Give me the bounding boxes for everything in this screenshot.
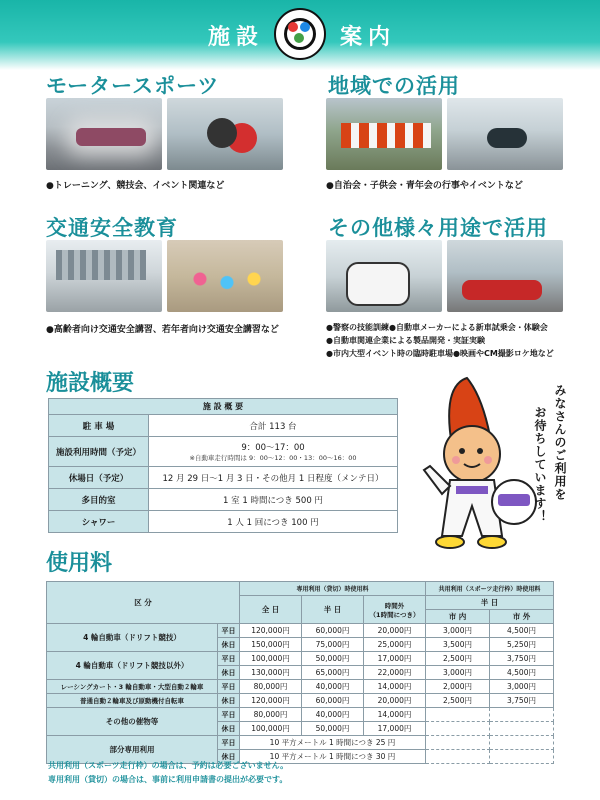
overview-value: 9：00～17：00 xyxy=(241,443,305,453)
header-banner xyxy=(0,0,600,70)
fee-cell-empty xyxy=(426,722,490,736)
fee-cell: 100,000円 xyxy=(240,652,302,666)
fee-cell: 3,000円 xyxy=(426,666,490,680)
fee-cell: 60,000円 xyxy=(302,624,364,638)
mascot-speech-left: みなさんのご利用を xyxy=(553,384,567,501)
fee-cell-empty xyxy=(426,736,490,750)
fee-cell: 3,750円 xyxy=(490,694,554,708)
overview-title: 施設概要 xyxy=(46,371,135,396)
overview-value: 合計 113 台 xyxy=(149,415,398,437)
fee-holiday-label: 休日 xyxy=(218,722,240,736)
fee-category: 4 輪自動車（ドリフト競技以外） xyxy=(47,652,218,680)
fee-category: 部分専用利用 xyxy=(47,736,218,764)
fee-cell-empty xyxy=(490,708,554,722)
fee-header-full-day: 全 日 xyxy=(240,596,302,624)
fee-holiday-label: 休日 xyxy=(218,666,240,680)
other-caption-3: ●市内大型イベント時の臨時駐車場●映画やCM撮影ロケ地など xyxy=(326,349,554,358)
fee-cell: 130,000円 xyxy=(240,666,302,680)
fee-cell-empty xyxy=(426,708,490,722)
fee-header-shared-half: 半 日 xyxy=(426,596,554,610)
fee-header-half-day: 半 日 xyxy=(302,596,364,624)
training-course-photo xyxy=(46,240,162,312)
fee-cell: 40,000円 xyxy=(302,708,364,722)
fee-cell: 25,000円 xyxy=(364,638,426,652)
fee-cell: 80,000円 xyxy=(240,708,302,722)
fee-cell: 65,000円 xyxy=(302,666,364,680)
overview-label: 駐 車 場 xyxy=(49,415,149,437)
fee-cell: 3,000円 xyxy=(426,624,490,638)
mascot-illustration xyxy=(412,376,587,566)
overview-label: 多目的室 xyxy=(49,489,149,511)
fee-cell: 75,000円 xyxy=(302,638,364,652)
overview-value: 12 月 29 日～1 月 3 日・その他月 1 日程度（メンテ日） xyxy=(149,467,398,489)
fee-cell: 2,500円 xyxy=(426,694,490,708)
fee-cell: 40,000円 xyxy=(302,680,364,694)
fee-cell: 50,000円 xyxy=(302,722,364,736)
fee-cell: 80,000円 xyxy=(240,680,302,694)
test-drive-cars-photo xyxy=(447,240,563,312)
fee-cell-empty xyxy=(490,736,554,750)
safety-class-photo xyxy=(167,240,283,312)
fee-category: その他の催物等 xyxy=(47,708,218,736)
fee-cell-empty xyxy=(490,750,554,764)
motorsports-title: モータースポーツ xyxy=(46,74,220,98)
fee-cell-merged: 10 平方メートル 1 時間につき 30 円 xyxy=(240,750,426,764)
fee-cell: 3,000円 xyxy=(490,680,554,694)
fee-cell: 14,000円 xyxy=(364,708,426,722)
other-uses-title: その他様々用途で活用 xyxy=(328,216,548,240)
motorsports-caption: ●トレーニング、競技会、イベント関連など xyxy=(46,181,225,191)
safety-title: 交通安全教育 xyxy=(46,216,178,240)
fee-cell: 4,500円 xyxy=(490,666,554,680)
fee-cell-empty xyxy=(490,722,554,736)
bicycle-photo xyxy=(447,98,563,170)
fee-cell: 5,250円 xyxy=(490,638,554,652)
circuit-logo-icon xyxy=(274,8,326,60)
fee-header-overtime: 時間外 （1時間につき） xyxy=(364,596,426,624)
fee-cell: 3,750円 xyxy=(490,652,554,666)
fee-holiday-label: 休日 xyxy=(218,750,240,764)
fee-cell: 3,500円 xyxy=(426,638,490,652)
community-title: 地域での活用 xyxy=(328,74,460,98)
police-motorcycle-photo xyxy=(326,240,442,312)
overview-label: 休場日（予定） xyxy=(49,467,149,489)
overview-label: シャワー xyxy=(49,511,149,533)
fee-cell: 120,000円 xyxy=(240,694,302,708)
fee-cell: 60,000円 xyxy=(302,694,364,708)
fees-table xyxy=(46,581,554,764)
header-title-left: 施設 xyxy=(208,25,265,50)
fee-header-exclusive: 専用利用（貸切）時使用料 xyxy=(240,582,426,596)
fee-cell: 2,000円 xyxy=(426,680,490,694)
motorcycle-photo xyxy=(167,98,283,170)
other-caption-1: ●警察の技能訓練●自動車メーカーによる新車試乗会・体験会 xyxy=(326,323,548,332)
fee-cell: 120,000円 xyxy=(240,624,302,638)
fee-header-shared: 共用利用（スポーツ走行枠）時使用料 xyxy=(426,582,554,596)
community-caption: ●自治会・子供会・青年会の行事やイベントなど xyxy=(326,181,523,191)
fee-holiday-label: 休日 xyxy=(218,694,240,708)
fee-note-shared: 共用利用（スポーツ走行枠）の場合は、予約は必要ございません。 xyxy=(48,761,289,770)
overview-label: 施設利用時間（予定） xyxy=(49,437,149,467)
fee-weekday-label: 平日 xyxy=(218,708,240,722)
drift-photo xyxy=(46,98,162,170)
fee-header-category: 区 分 xyxy=(47,582,240,624)
fee-weekday-label: 平日 xyxy=(218,736,240,750)
overview-note: ※自動車走行時間は 9：00～12：00・13：00～16：00 xyxy=(189,454,357,462)
fee-cell: 100,000円 xyxy=(240,722,302,736)
overview-value: 1 人 1 回につき 100 円 xyxy=(149,511,398,533)
fee-cell: 22,000円 xyxy=(364,666,426,680)
fee-cell: 2,500円 xyxy=(426,652,490,666)
fee-weekday-label: 平日 xyxy=(218,624,240,638)
fees-title: 使用料 xyxy=(46,551,113,576)
fee-cell-empty xyxy=(426,750,490,764)
taiko-photo xyxy=(326,98,442,170)
fee-header-in-city: 市 内 xyxy=(426,610,490,624)
fee-holiday-label: 休日 xyxy=(218,638,240,652)
safety-caption: ●高齢者向け交通安全講習、若年者向け交通安全講習など xyxy=(46,325,279,335)
fee-cell-merged: 10 平方メートル 1 時間につき 25 円 xyxy=(240,736,426,750)
fee-cell: 17,000円 xyxy=(364,722,426,736)
fee-cell: 4,500円 xyxy=(490,624,554,638)
overview-table xyxy=(48,398,398,533)
mascot-speech-right: お待ちしています！ xyxy=(533,406,547,523)
overview-value-hours xyxy=(149,437,398,467)
fee-weekday-label: 平日 xyxy=(218,652,240,666)
header-title-right: 案内 xyxy=(340,25,397,50)
fee-cell: 50,000円 xyxy=(302,652,364,666)
fee-category: 4 輪自動車（ドリフト競技） xyxy=(47,624,218,652)
overview-table-header: 施 設 概 要 xyxy=(49,399,398,415)
fee-weekday-label: 平日 xyxy=(218,680,240,694)
other-caption-2: ●自動車関連企業による製品開発・実証実験 xyxy=(326,336,485,345)
fee-category: レーシングカート・3 輪自動車・大型自動２輪車 xyxy=(47,680,218,694)
fee-header-out-city: 市 外 xyxy=(490,610,554,624)
fee-category-secondary: 普通自動２輪車及び原動機付自転車 xyxy=(47,694,218,708)
fee-cell: 20,000円 xyxy=(364,624,426,638)
fee-note-exclusive: 専用利用（貸切）の場合は、事前に利用申請書の提出が必要です。 xyxy=(48,775,288,784)
fee-cell: 150,000円 xyxy=(240,638,302,652)
overview-value: 1 室 1 時間につき 500 円 xyxy=(149,489,398,511)
fee-cell: 14,000円 xyxy=(364,680,426,694)
fee-cell: 17,000円 xyxy=(364,652,426,666)
fee-cell: 20,000円 xyxy=(364,694,426,708)
